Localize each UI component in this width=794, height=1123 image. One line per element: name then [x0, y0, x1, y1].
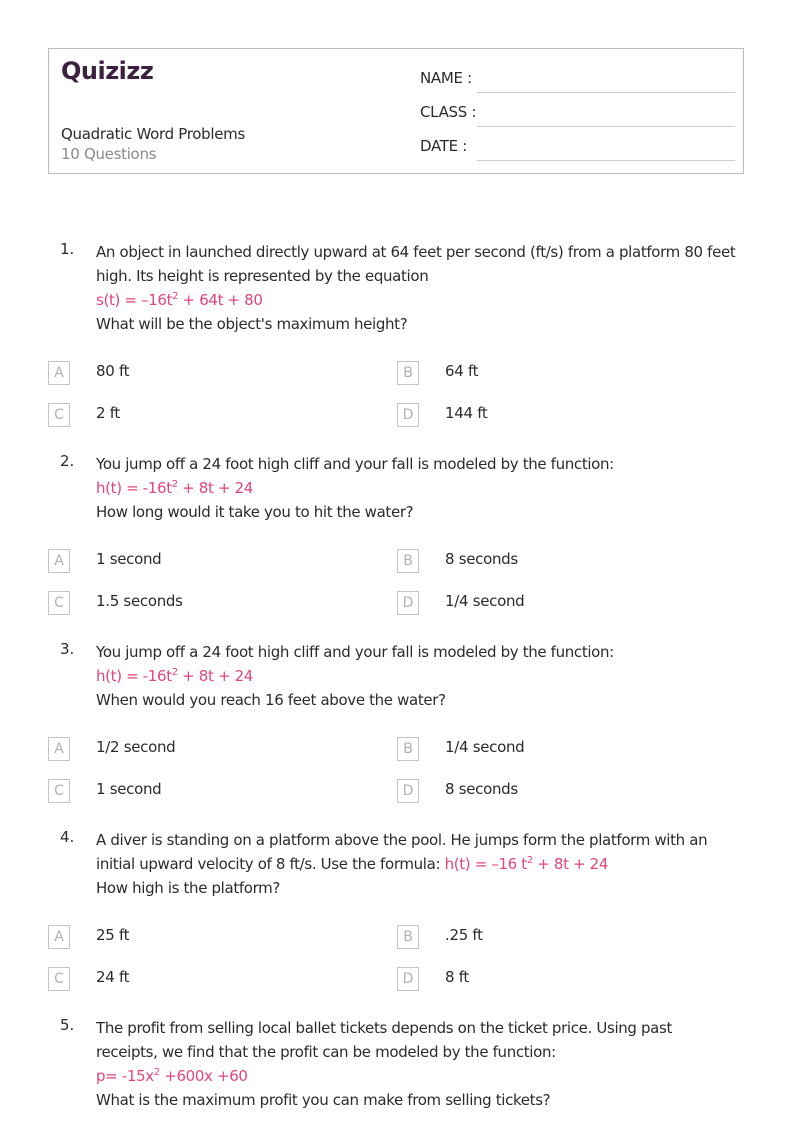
option-letter-box[interactable]: D	[397, 779, 419, 803]
question-line: The profit from selling local ballet tickets depends on the ticket price. Using past	[96, 1019, 673, 1037]
question-number: 3.	[60, 640, 75, 658]
option-text: 1.5 seconds	[96, 592, 183, 610]
option-text: 1/4 second	[445, 738, 525, 756]
option-text: 8 seconds	[445, 550, 518, 568]
option-letter-box[interactable]: A	[48, 361, 70, 385]
option-4a[interactable]	[48, 925, 348, 949]
formula: $p= -15x^2 +600x +60$	[96, 1067, 248, 1085]
option-letter-box[interactable]: A	[48, 925, 70, 949]
option-text: 1 second	[96, 550, 162, 568]
name-line[interactable]	[477, 92, 735, 93]
option-2a[interactable]	[48, 549, 348, 573]
name-label: NAME :	[420, 69, 472, 87]
question-number: 1.	[60, 240, 75, 258]
option-text: 1/4 second	[445, 592, 525, 610]
question-prompt: How high is the platform?	[96, 879, 281, 897]
option-letter-box[interactable]: C	[48, 967, 70, 991]
question-prompt: When would you reach 16 feet above the water?	[96, 691, 446, 709]
option-letter-box[interactable]: C	[48, 591, 70, 615]
option-letter-box[interactable]: C	[48, 403, 70, 427]
question-count: 10 Questions	[61, 145, 157, 163]
formula: h(t) = –16 $t^2 + 8t + 24$	[444, 855, 609, 873]
option-letter-box[interactable]: B	[397, 361, 419, 385]
option-letter-box[interactable]: B	[397, 549, 419, 573]
class-line[interactable]	[477, 126, 735, 127]
quizizz-logo: Quizizz	[61, 57, 154, 85]
question-prompt: How long would it take you to hit the water?	[96, 503, 414, 521]
formula: $s(t) = -16t^2 + 64t + 80$	[96, 291, 263, 309]
option-text: 80 ft	[96, 362, 130, 380]
date-field[interactable]	[420, 137, 735, 159]
option-1c[interactable]	[48, 403, 348, 427]
option-letter-box[interactable]: D	[397, 403, 419, 427]
question-text	[96, 240, 748, 336]
formula: $h(t) = -16t^2 + 8t + 24$	[96, 479, 253, 497]
option-letter-box[interactable]: A	[48, 737, 70, 761]
option-3a[interactable]	[48, 737, 348, 761]
question-line: An object in launched directly upward at 64 feet per second (ft/s) from a platform 80 feet	[96, 243, 736, 261]
option-4c[interactable]	[48, 967, 348, 991]
question-line: A diver is standing on a platform above the pool. He jumps form the platform with an	[96, 831, 708, 849]
option-2b[interactable]	[397, 549, 697, 573]
question-number: 5.	[60, 1016, 75, 1034]
option-text: 1/2 second	[96, 738, 176, 756]
option-3c[interactable]	[48, 779, 348, 803]
question-number: 4.	[60, 828, 75, 846]
option-3b[interactable]	[397, 737, 697, 761]
option-text: 1 second	[96, 780, 162, 798]
worksheet-header	[48, 48, 744, 174]
option-2c[interactable]	[48, 591, 348, 615]
question-text	[96, 452, 748, 524]
formula: $h(t) = -16t^2 + 8t + 24$	[96, 667, 253, 685]
option-1b[interactable]	[397, 361, 697, 385]
option-4d[interactable]	[397, 967, 697, 991]
option-text: 24 ft	[96, 968, 130, 986]
option-letter-box[interactable]: A	[48, 549, 70, 573]
date-label: DATE :	[420, 137, 468, 155]
question-line: You jump off a 24 foot high cliff and your fall is modeled by the function:	[96, 455, 614, 473]
option-1a[interactable]	[48, 361, 348, 385]
option-letter-box[interactable]: B	[397, 925, 419, 949]
option-text: 8 seconds	[445, 780, 518, 798]
date-line[interactable]	[477, 160, 735, 161]
question-line: receipts, we find that the profit can be modeled by the function:	[96, 1043, 556, 1061]
option-4b[interactable]	[397, 925, 697, 949]
option-text: .25 ft	[445, 926, 483, 944]
question-line: high. Its height is represented by the equation	[96, 267, 429, 285]
option-letter-box[interactable]: D	[397, 591, 419, 615]
option-text: 144 ft	[445, 404, 488, 422]
option-text: 25 ft	[96, 926, 130, 944]
option-3d[interactable]	[397, 779, 697, 803]
question-text	[96, 640, 748, 712]
class-label: CLASS :	[420, 103, 477, 121]
question-text	[96, 828, 748, 900]
option-2d[interactable]	[397, 591, 697, 615]
question-prompt: What will be the object's maximum height?	[96, 315, 408, 333]
question-text	[96, 1016, 748, 1112]
option-letter-box[interactable]: C	[48, 779, 70, 803]
question-line: initial upward velocity of 8 ft/s. Use the formula: h(t) = –16 $t^2 + 8t + 24$	[96, 855, 609, 873]
option-text: 2 ft	[96, 404, 121, 422]
worksheet-title: Quadratic Word Problems	[61, 125, 246, 143]
class-field[interactable]	[420, 103, 735, 125]
option-text: 8 ft	[445, 968, 470, 986]
question-number: 2.	[60, 452, 75, 470]
question-prompt: What is the maximum profit you can make from selling tickets?	[96, 1091, 551, 1109]
option-letter-box[interactable]: D	[397, 967, 419, 991]
question-line: You jump off a 24 foot high cliff and your fall is modeled by the function:	[96, 643, 614, 661]
option-letter-box[interactable]: B	[397, 737, 419, 761]
name-field[interactable]	[420, 69, 735, 91]
option-1d[interactable]	[397, 403, 697, 427]
option-text: 64 ft	[445, 362, 479, 380]
